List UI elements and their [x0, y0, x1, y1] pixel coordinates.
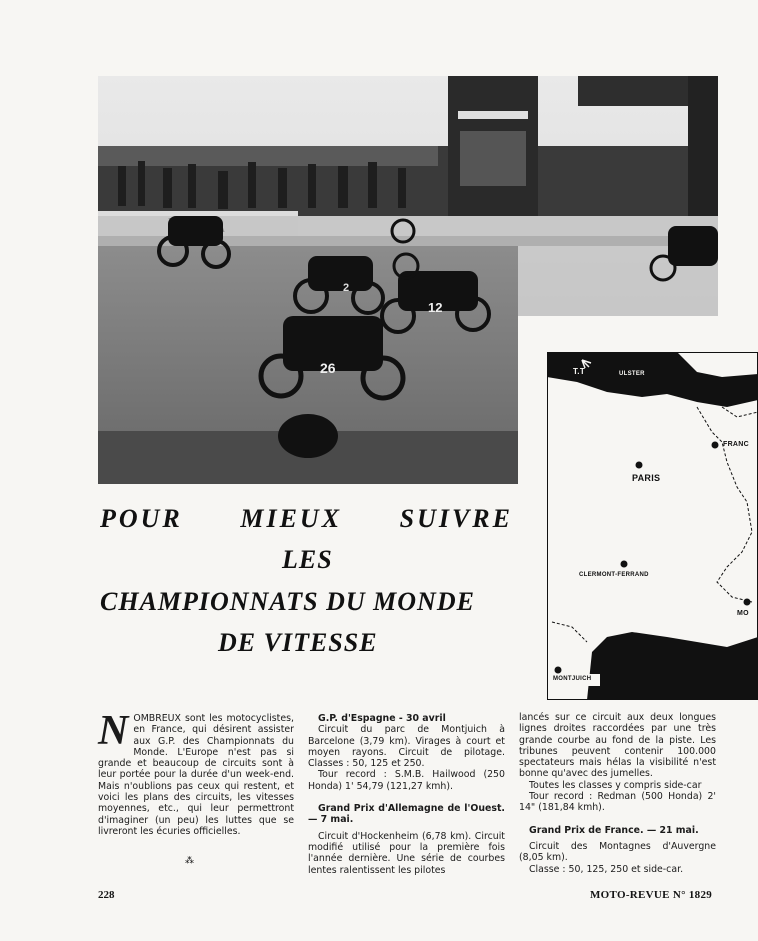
- article-column-3: [519, 712, 716, 875]
- map-label-france: FRANC: [723, 441, 749, 448]
- map-label-tt: T.T: [573, 367, 586, 376]
- ornament-icon: ⁂: [185, 855, 194, 865]
- gp-france-classes: Classe : 50, 125, 250 et side-car.: [529, 863, 684, 875]
- title-line-4: DE VITESSE: [218, 628, 378, 657]
- gp-allemagne-continued: lancés sur ce circuit aux deux longues lignes droites raccordées par une très grande courbe au fond de la piste. Les tribunes peuvent contenir 100.000 spectateurs mais hélas la visibilité n'est bonne qu'avec des jumelles.: [519, 712, 716, 780]
- title-word-mieux: MIEUX: [240, 504, 343, 533]
- map-label-mo: MO: [737, 610, 749, 617]
- gp-espagne-heading: G.P. d'Espagne - 30 avril: [318, 713, 446, 724]
- gp-allemagne-classes: Toutes les classes y compris side-car: [529, 779, 702, 791]
- europe-map-graphic: [547, 352, 758, 700]
- gp-france-circuit: Circuit des Montagnes d'Auvergne (8,05 km).: [519, 840, 716, 864]
- intro-paragraph: OMBREUX sont les motocyclistes, en France, qui désirent assister aux G.P. des Championnats du Monde. L'Europe n'est pas si grande et beaucoup de circuits sont à leur portée pour la durée d'un week-end. Mais n'oublions pas ceux qui restent, et voici les plans des circuits, les vitesses moyennes, etc., qui leur permettront d'imaginer (un peu) les luttes que se livreront les écuries officielles.: [98, 713, 294, 837]
- bike-number-2: 2: [343, 282, 350, 294]
- map-label-ulster: ULSTER: [619, 371, 645, 377]
- circuits-map: [547, 352, 758, 700]
- gp-espagne-record: Tour record : S.M.B. Hailwood (250 Honda) 1' 54,79 (121,27 kmh).: [308, 769, 505, 792]
- page-number: 228: [98, 889, 115, 901]
- drop-cap: N: [98, 708, 129, 754]
- map-label-paris: PARIS: [632, 473, 661, 483]
- gp-espagne-circuit: Circuit du parc de Montjuich à Barcelone (3,79 km). Virages à court et moyen rayons. Circuit de pilotage. Classes : 50, 125 et 250.: [308, 724, 505, 770]
- article-column-2: [308, 713, 505, 876]
- gp-france-heading: Grand Prix de France. — 21 mai.: [529, 824, 699, 836]
- gp-allemagne-record: Tour record : Redman (500 Honda) 2' 14" (181,84 kmh).: [519, 791, 716, 814]
- bike-number-12: 12: [428, 300, 443, 315]
- map-label-montjuich: MONTJUICH: [553, 676, 592, 682]
- gp-allemagne-circuit: Circuit d'Hockenheim (6,78 km). Circuit modifié utilisé pour la première fois l'année dernière. Une série de courbes lentes ralentissent les pilotes: [308, 830, 505, 876]
- title-word-pour: POUR: [100, 504, 183, 533]
- magazine-footer: MOTO-REVUE N° 1829: [590, 889, 713, 901]
- title-line-3: CHAMPIONNATS DU MONDE: [100, 587, 475, 616]
- title-line-2: LES: [282, 545, 333, 574]
- gp-allemagne-heading: Grand Prix d'Allemagne de l'Ouest. — 7 mai.: [308, 803, 505, 826]
- title-word-suivre: SUIVRE: [399, 504, 513, 533]
- title-line-1: [100, 504, 513, 534]
- bike-number-26: 26: [320, 360, 336, 376]
- map-label-clermont-ferrand: CLERMONT-FERRAND: [579, 572, 649, 578]
- article-column-1: [98, 708, 294, 837]
